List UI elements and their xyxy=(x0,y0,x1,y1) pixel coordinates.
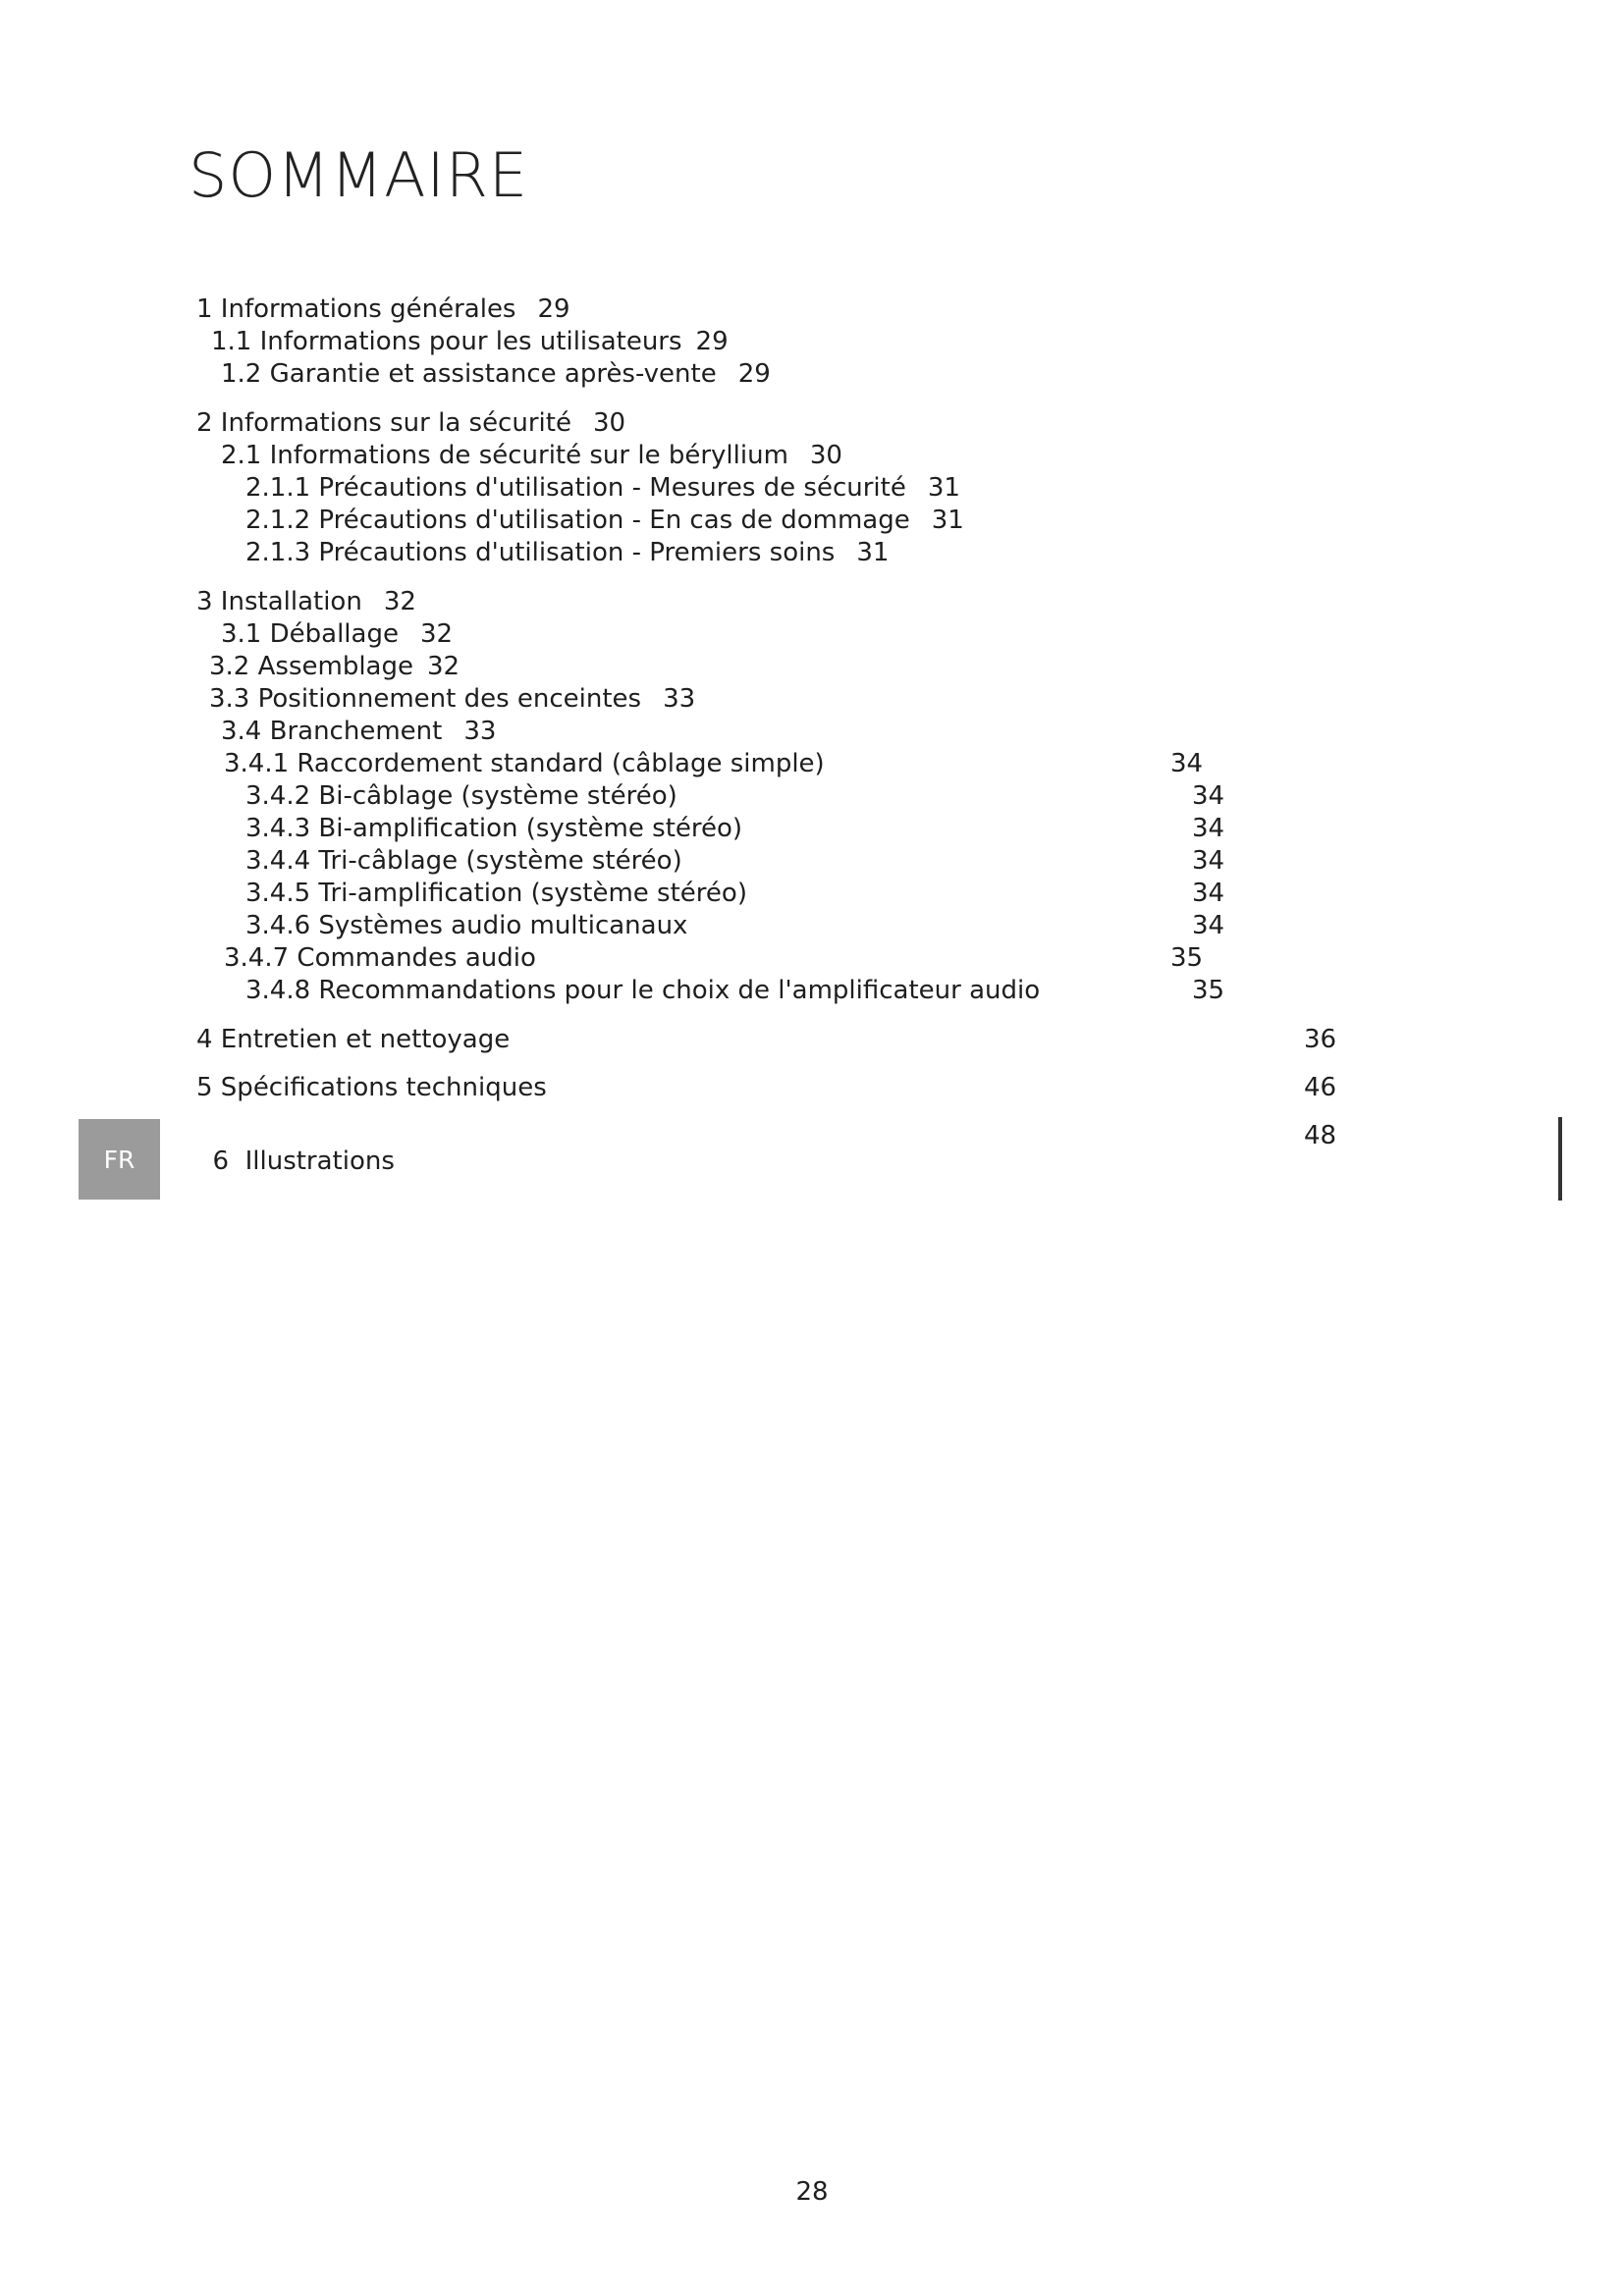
toc-entry-title: 6 Illustrations xyxy=(212,1147,395,1176)
toc-entry-title: 2.1.3 Précautions d'utilisation - Premiers soins xyxy=(245,538,836,567)
toc-entry[interactable] xyxy=(196,1027,510,1052)
toc-entry-title: 2.1.2 Précautions d'utilisation - En cas de dommage xyxy=(245,506,910,535)
toc-entry[interactable] xyxy=(221,361,771,387)
toc-entry-page: 29 xyxy=(737,359,771,389)
toc-entry-title: 1 Informations générales xyxy=(196,294,516,324)
toc-entry[interactable] xyxy=(221,621,453,647)
toc-entry[interactable] xyxy=(209,686,695,712)
language-tab: FR xyxy=(79,1119,160,1200)
toc-entry-title: 1.1 Informations pour les utilisateurs xyxy=(211,327,682,356)
toc-entry-page: 34 xyxy=(1192,846,1225,876)
toc-entry-page: 31 xyxy=(856,538,890,567)
toc-entry[interactable] xyxy=(196,296,570,322)
toc-entry-title: 4 Entretien et nettoyage xyxy=(196,1025,511,1054)
toc-entry[interactable] xyxy=(245,848,682,874)
toc-entry[interactable] xyxy=(224,751,825,776)
edge-marker xyxy=(1558,1117,1562,1201)
toc-entry-title: 2.1 Informations de sécurité sur le béryllium xyxy=(221,441,788,470)
toc-entry-title: 3.4.5 Tri-amplification (système stéréo) xyxy=(245,879,747,908)
toc-entry-title: 3.2 Assemblage xyxy=(209,652,413,681)
toc-entry-page: 29 xyxy=(537,294,570,324)
toc-entry[interactable] xyxy=(196,589,416,614)
toc-entry[interactable] xyxy=(221,443,842,468)
page-number: 28 xyxy=(795,2177,829,2207)
toc-entry-title: 3 Installation xyxy=(196,587,362,616)
toc-entry-page: 33 xyxy=(463,717,497,746)
toc-entry-page: 30 xyxy=(592,408,626,438)
toc-entry[interactable] xyxy=(196,1123,395,1174)
toc-entry-page: 36 xyxy=(1304,1025,1337,1054)
toc-entry-page: 33 xyxy=(663,684,696,714)
toc-entry-title: 3.4.1 Raccordement standard (câblage simple) xyxy=(224,749,825,778)
toc-entry[interactable] xyxy=(245,881,747,906)
toc-entry-title: 3.4.6 Systèmes audio multicanaux xyxy=(245,911,688,940)
toc-entry-title: 3.4.3 Bi-amplification (système stéréo) xyxy=(245,814,743,843)
toc-entry[interactable] xyxy=(196,410,625,436)
toc-entry-page: 34 xyxy=(1192,781,1225,811)
toc-entry-page: 34 xyxy=(1192,814,1225,843)
toc-entry[interactable] xyxy=(196,1075,547,1100)
toc-entry-title: 3.1 Déballage xyxy=(221,619,399,649)
toc-entry-page: 30 xyxy=(809,441,842,470)
toc-entry[interactable] xyxy=(245,507,964,533)
toc-entry[interactable] xyxy=(245,783,677,809)
toc-entry[interactable] xyxy=(245,816,742,841)
toc-entry-page: 32 xyxy=(383,587,416,616)
toc-entry-page: 34 xyxy=(1192,911,1225,940)
toc-entry-title: 3.4 Branchement xyxy=(221,717,443,746)
toc-entry-title: 3.4.8 Recommandations pour le choix de l'amplificateur audio xyxy=(245,976,1041,1005)
toc-entry-page: 32 xyxy=(426,652,460,681)
toc-entry[interactable] xyxy=(245,540,889,565)
toc-entry-page: 31 xyxy=(931,506,964,535)
toc-entry-title: 3.4.2 Bi-câblage (système stéréo) xyxy=(245,781,677,811)
toc-entry-title: 3.4.7 Commandes audio xyxy=(224,943,536,973)
toc-entry-page: 35 xyxy=(1170,943,1204,973)
toc-entry[interactable] xyxy=(221,719,496,744)
page-title: SOMMAIRE xyxy=(189,139,529,211)
toc-entry-page: 32 xyxy=(419,619,454,649)
toc-entry-page: 29 xyxy=(695,327,729,356)
toc-entry-title: 3.4.4 Tri-câblage (système stéréo) xyxy=(245,846,682,876)
toc-entry[interactable] xyxy=(209,654,460,679)
toc-entry[interactable] xyxy=(211,329,729,354)
toc-entry-title: 3.3 Positionnement des enceintes xyxy=(209,684,642,714)
toc-entry-page: 31 xyxy=(927,473,960,503)
toc-entry-page: 48 xyxy=(1304,1121,1337,1150)
toc-entry-title: 5 Spécifications techniques xyxy=(196,1073,547,1102)
toc-entry[interactable] xyxy=(245,913,687,938)
toc-entry-title: 2 Informations sur la sécurité xyxy=(196,408,571,438)
toc-entry[interactable] xyxy=(224,945,536,971)
toc-entry-title: 1.2 Garantie et assistance après-vente xyxy=(221,359,717,389)
toc-entry-title: 2.1.1 Précautions d'utilisation - Mesures de sécurité xyxy=(245,473,906,503)
toc-entry-page: 34 xyxy=(1192,879,1225,908)
toc-entry[interactable] xyxy=(245,978,1040,1003)
toc-entry-page: 46 xyxy=(1304,1073,1337,1102)
toc-entry[interactable] xyxy=(245,475,960,501)
toc-entry-page: 34 xyxy=(1170,749,1204,778)
toc-entry-page: 35 xyxy=(1192,976,1225,1005)
